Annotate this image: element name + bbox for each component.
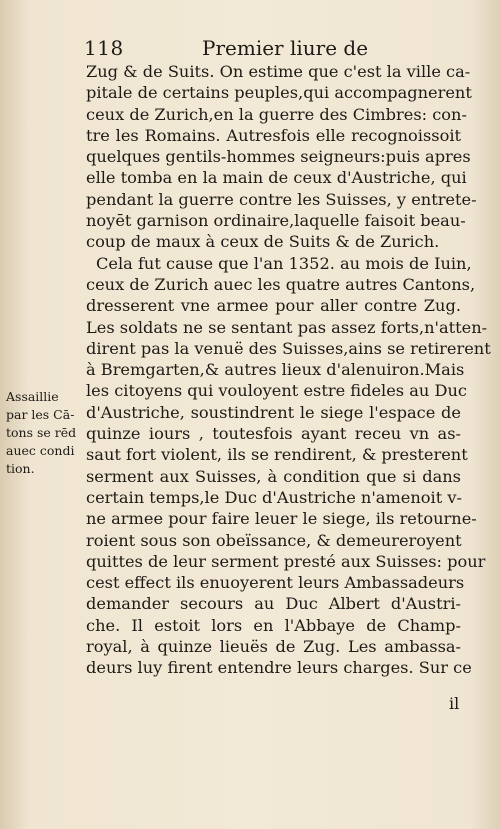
body-text <box>86 61 491 679</box>
text-line: Les soldats ne se sentant pas assez forts,n'atten- <box>86 317 488 337</box>
page-header <box>84 36 464 62</box>
marginal-note-line: auec condi <box>6 443 75 458</box>
running-title: Premier liure de <box>202 36 369 60</box>
text-line: ceux de Zurich,en la guerre des Cimbres: con- <box>86 104 467 124</box>
text-line: d'Austriche, soustindrent le siege l'espace de <box>86 402 461 422</box>
text-line: saut fort violent, ils se rendirent, & presterent <box>86 445 468 465</box>
text-line: quinze iours , toutesfois ayant receu vn as- <box>86 424 461 444</box>
text-line: serment aux Suisses, à condition que si dans <box>86 466 461 486</box>
text-line: pitale de certains peuples,qui accompagnerent <box>86 83 472 103</box>
text-line: demander secours au Duc Albert d'Austri- <box>86 594 461 614</box>
marginal-note-line: par les Cā- <box>6 407 75 422</box>
text-line: coup de maux à ceux de Suits & de Zurich. <box>86 232 440 252</box>
catchword: il <box>449 694 460 713</box>
text-line: royal, à quinze lieuës de Zug. Les ambassa- <box>86 637 461 657</box>
text-line: deurs luy firent entendre leurs charges. Sur ce <box>86 658 472 678</box>
marginal-note-line: tons se rēd <box>6 425 77 440</box>
text-line: ceux de Zurich auec les quatre autres Cantons, <box>86 274 476 294</box>
text-line: tre les Romains. Autresfois elle recognoissoit <box>86 125 461 145</box>
text-line: elle tomba en la main de ceux d'Austriche, qui <box>86 168 467 188</box>
text-line: pendant la guerre contre les Suisses, y entrete- <box>86 189 477 209</box>
marginal-note <box>6 388 86 478</box>
text-line: ne armee pour faire leuer le siege, ils retourne- <box>86 509 477 529</box>
marginal-note-line: Assaillie <box>6 389 59 404</box>
text-line: les citoyens qui vouloyent estre fideles au Duc <box>86 381 467 401</box>
text-line: quittes de leur serment presté aux Suisses: pour <box>86 551 486 571</box>
text-line: Zug & de Suits. On estime que c'est la ville ca- <box>86 62 471 81</box>
text-line: quelques gentils-hommes seigneurs:puis apres <box>86 147 471 167</box>
text-line: certain temps,le Duc d'Austriche n'amenoit v- <box>86 487 462 507</box>
marginal-note-line: tion. <box>6 461 35 476</box>
text-line: che. Il estoit lors en l'Abbaye de Champ- <box>86 615 461 635</box>
text-line: à Bremgarten,& autres lieux d'alenuiron.Mais <box>86 360 465 380</box>
text-line: cest effect ils enuoyerent leurs Ambassadeurs <box>86 573 465 593</box>
text-line: roient sous son obeïssance, & demeureroyent <box>86 530 462 550</box>
text-line: Cela fut cause que l'an 1352. au mois de Iuin, <box>96 253 472 273</box>
text-line: dirent pas la venuë des Suisses,ains se retirerent <box>86 338 491 358</box>
text-line: noyēt garnison ordinaire,laquelle faisoit beau- <box>86 211 466 231</box>
text-line: dresserent vne armee pour aller contre Zug. <box>86 296 461 316</box>
page-number: 118 <box>84 36 124 60</box>
